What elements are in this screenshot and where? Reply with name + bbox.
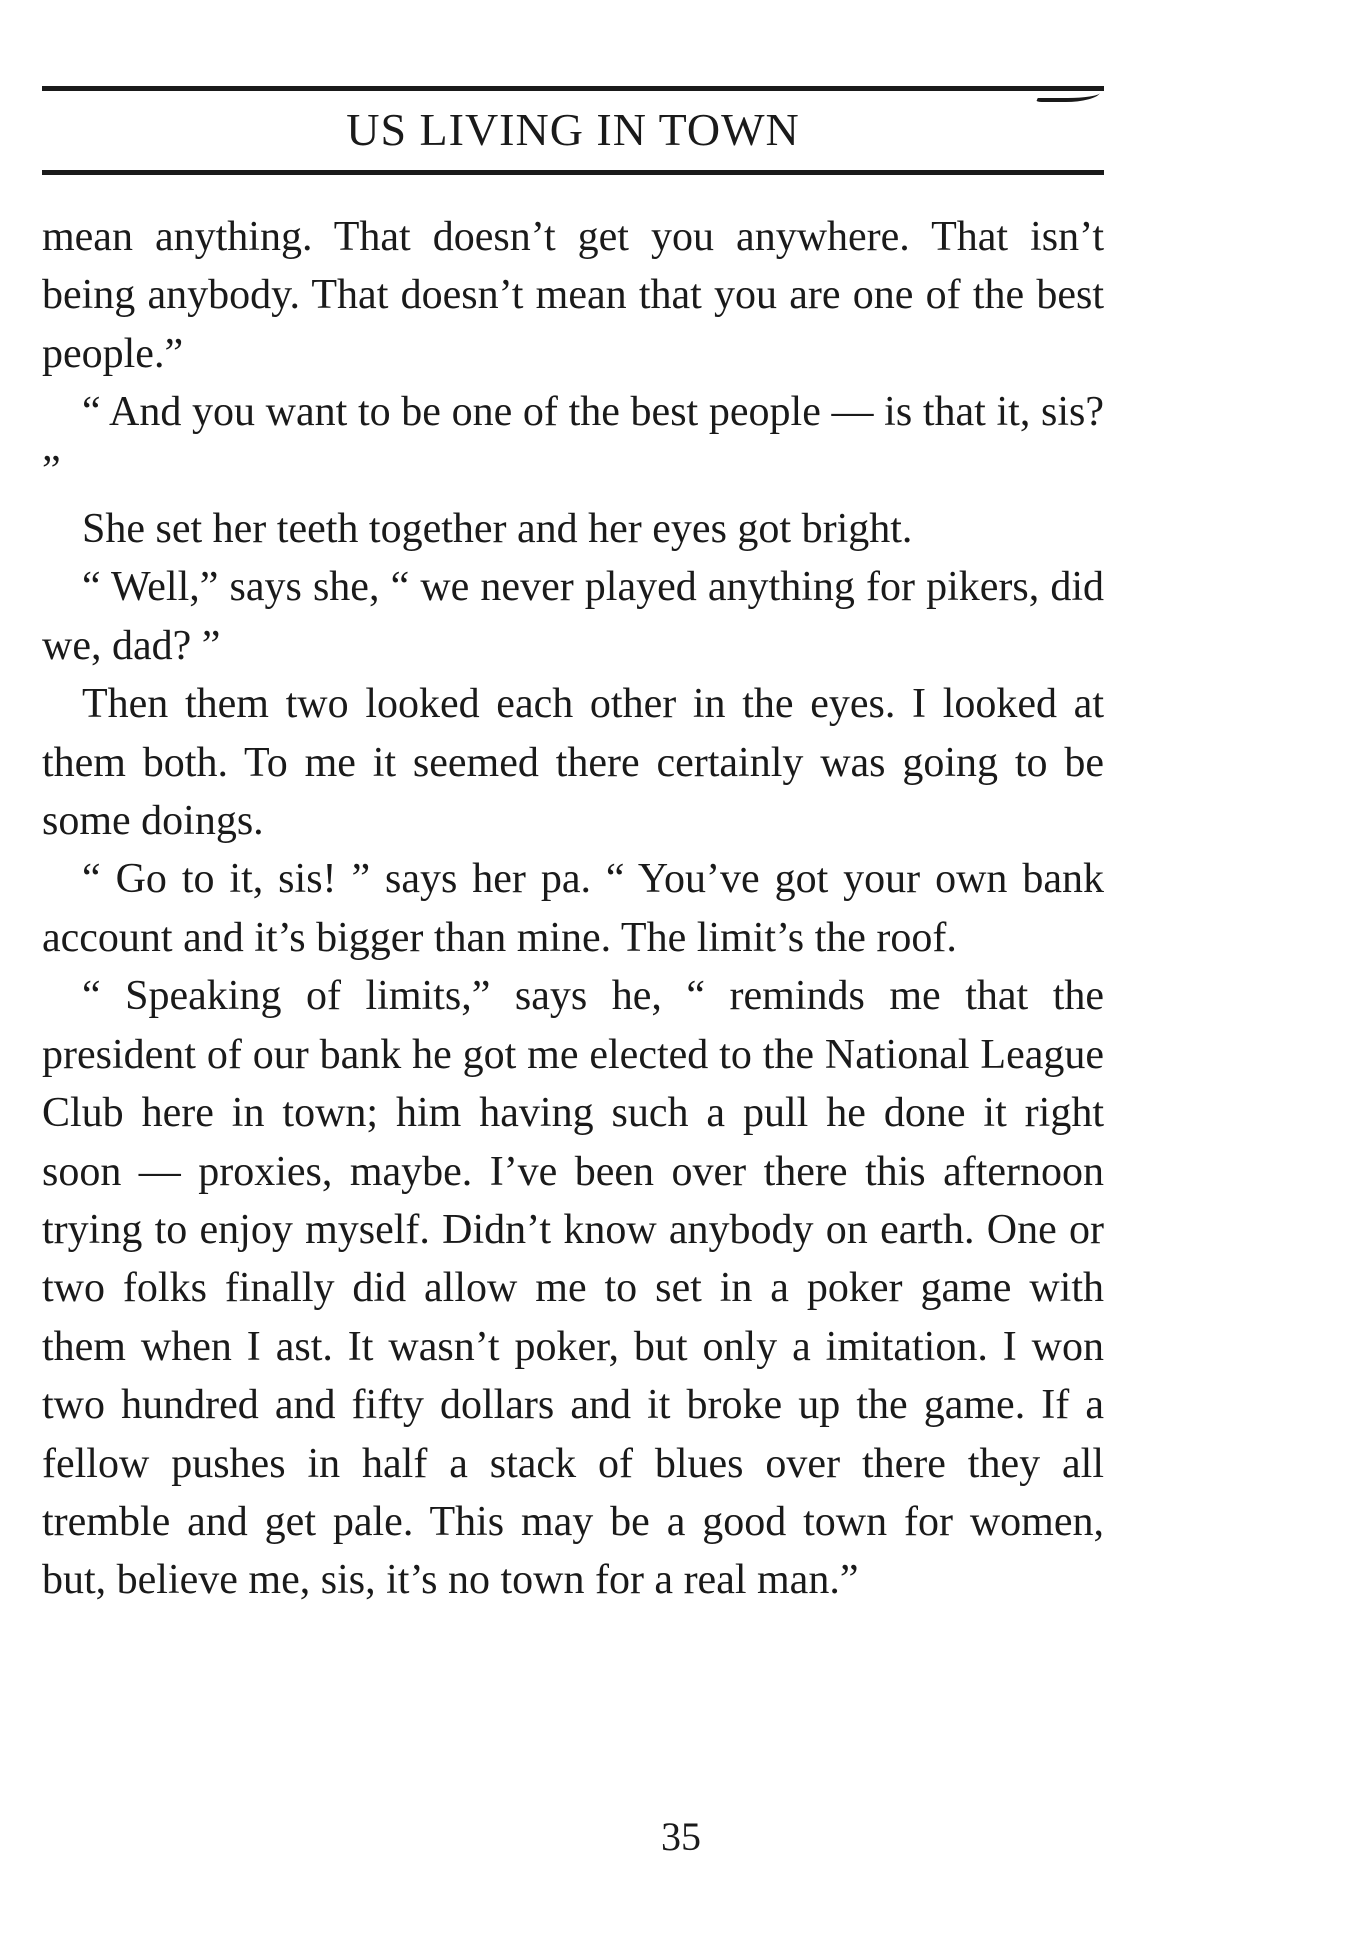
paragraph: She set her teeth together and her eyes got bright.	[82, 506, 913, 553]
paragraph-continuation: mean anything. That doesn’t get you anywhere. That isn’t being anybody. That doesn’t mean that you are one of the best people.”	[42, 214, 1104, 377]
paragraph: “ Speaking of limits,” says he, “ reminds me that the president of our bank he got me elected to the National League Club here in town; him having such a pull he done it right soon — proxies, maybe. I’ve been over there this afternoon trying to enjoy myself. Didn’t know anybody on earth. One or two folks finally did allow me to set in a poker game with them when I ast. It wasn’t poker, but only a imitation. I won two hundred and fifty dollars and it broke up the game. If a fellow pushes in half a stack of blues over there they all tremble and get pale. This may be a good town for women, but, believe me, sis, it’s no town for a real man.”	[42, 973, 1104, 1604]
running-head: US LIVING IN TOWN	[346, 104, 800, 155]
paragraph: “ Well,” says she, “ we never played anything for pikers, did we, dad? ”	[42, 564, 1104, 669]
paragraph: “ Go to it, sis! ” says her pa. “ You’ve got your own bank account and it’s bigger than mine. The limit’s the roof.	[42, 856, 1104, 961]
header-rule-bottom	[42, 170, 1104, 175]
header-rule-top	[42, 86, 1104, 91]
paragraph: “ And you want to be one of the best people — is that it, sis? ”	[42, 389, 1104, 494]
body-text	[42, 208, 1104, 1610]
paragraph: Then them two looked each other in the eyes. I looked at them both. To me it seemed there certainly was going to be some doings.	[42, 681, 1104, 845]
page-number: 35	[661, 1814, 701, 1859]
